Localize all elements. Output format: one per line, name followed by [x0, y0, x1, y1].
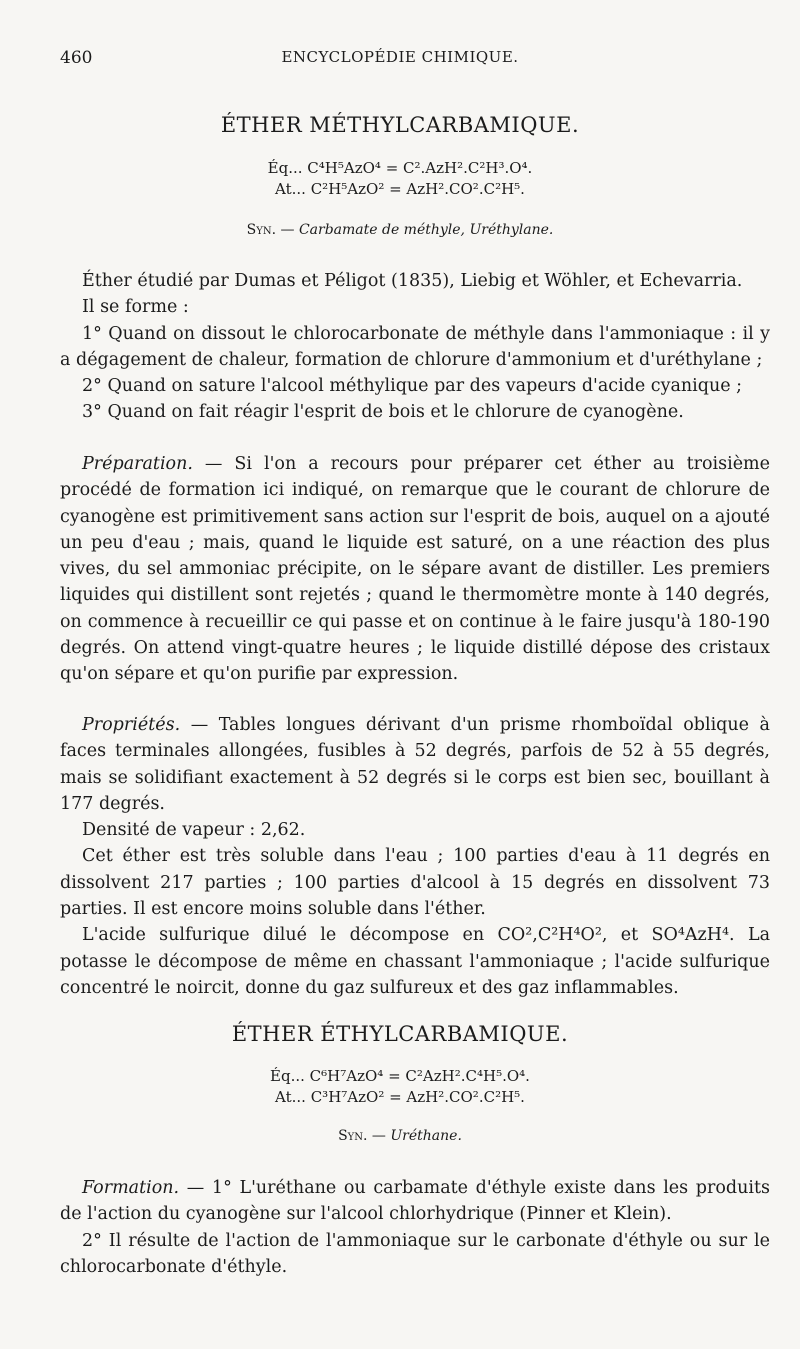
solubilite-paragraph: Cet éther est très soluble dans l'eau ; 100 parties d'eau à 11 degrés en dissolvent 217 parties ; 100 parties d'alcool à 15 degrés en dissolvent 73 parties. Il est encore moins soluble dans l'éther. — [60, 846, 770, 920]
formation-2-paragraph: 2° Il résulte de l'action de l'ammoniaque sur le carbonate d'éthyle ou sur le chlorocarbonate d'éthyle. — [60, 1230, 770, 1277]
intro-paragraph: Éther étudié par Dumas et Péligot (1835), Liebig et Wöhler, et Echevarria. — [82, 271, 743, 291]
formula-atomic: At... C²H⁵AzO² = AzH².CO².C²H⁵. — [275, 180, 525, 198]
syn-text-ethyl: Uréthane. — [390, 1128, 462, 1144]
formation-text: — 1° L'uréthane ou carbamate d'éthyle existe dans les produits de l'action du cyanogène sur l'alcool chlorhydrique (Pinner et Klein). — [60, 1178, 770, 1225]
acide-paragraph: L'acide sulfurique dilué le décompose en CO²,C²H⁴O², et SO⁴AzH⁴. La potasse le décompose de même en chassant l'ammoniaque ; l'acide sulfurique concentré le noircit, donne du gaz sulfureux et des gaz inflammables. — [60, 925, 770, 998]
formation-item-2: 2° Quand on sature l'alcool méthylique par des vapeurs d'acide cyanique ; — [82, 376, 743, 397]
proprietes-lead: Propriétés. — [82, 715, 181, 735]
preparation-text: — Si l'on a recours pour préparer cet éther au troisième procédé de formation ici indiqué, on remarque que le courant de chlorure de cyanogène est primitivement sans action sur l'esprit de bois, auquel on a ajouté un peu d'eau ; mais, quand le liquide est saturé, on a une réaction des plus vives, du sel ammoniac précipite, on le sépare avant de distiller. Les premiers liquides qui distillent sont rejetés ; quand le thermomètre monte à 140 degrés, on commence à recueillir ce qui passe et on continue à le faire jusqu'à 180-190 degrés. On attend vingt-quatre heures ; le liquide distillé dépose des cristaux qu'on sépare et qu'on purifie par expression. — [60, 454, 770, 685]
densite-paragraph: Densité de vapeur : 2,62. — [82, 820, 306, 841]
proprietes-block — [60, 712, 770, 1001]
preparation-paragraph — [60, 451, 770, 688]
formula-equivalents: Éq... C⁴H⁵AzO⁴ = C².AzH².C²H³.O⁴. — [267, 159, 533, 177]
formula-block-ethyl — [0, 1066, 800, 1108]
running-title: ENCYCLOPÉDIE CHIMIQUE. — [281, 48, 519, 66]
proprietes-text: — Tables longues dérivant d'un prisme rhomboïdal oblique à faces terminales allongées, fusibles à 52 degrés, parfois de 52 à 55 degrés, mais se solidifiant exactement à 52 degrés si le corps est bien sec, bouillant à 177 degrés. — [60, 715, 770, 814]
formation-item-3: 3° Quand on fait réagir l'esprit de bois et le chlorure de cyanogène. — [82, 402, 684, 423]
preparation-lead: Préparation. — [82, 454, 193, 474]
syn-label-ethyl: Syn. — — [338, 1128, 386, 1144]
formation-item-1: 1° Quand on dissout le chlorocarbonate de méthyle dans l'ammoniaque : il y a dégagement de chaleur, formation de chlorure d'ammonium et d'uréthylane ; — [60, 323, 770, 370]
formation-lead: Formation. — [82, 1178, 180, 1198]
formula-equivalents-ethyl: Éq... C⁶H⁷AzO⁴ = C²AzH².C⁴H⁵.O⁴. — [270, 1067, 530, 1085]
page-header — [60, 48, 740, 72]
formation-heading: Il se forme : — [82, 297, 189, 318]
body-methyl — [60, 268, 770, 426]
syn-label: Syn. — — [246, 222, 295, 238]
section-title-ethylcarbamique: ÉTHER ÉTHYLCARBAMIQUE. — [231, 1022, 569, 1046]
formation-block-ethyl — [60, 1175, 770, 1280]
synonyms-ethyl — [0, 1128, 800, 1144]
synonyms-methyl — [0, 222, 800, 238]
section-title-methylcarbamique: ÉTHER MÉTHYLCARBAMIQUE. — [220, 113, 580, 137]
formula-atomic-ethyl: At... C³H⁷AzO² = AzH².CO².C²H⁵. — [275, 1088, 525, 1106]
syn-text: Carbamate de méthyle, Uréthylane. — [298, 222, 554, 238]
page-number: 460 — [60, 48, 93, 68]
formula-block-methyl — [0, 158, 800, 200]
